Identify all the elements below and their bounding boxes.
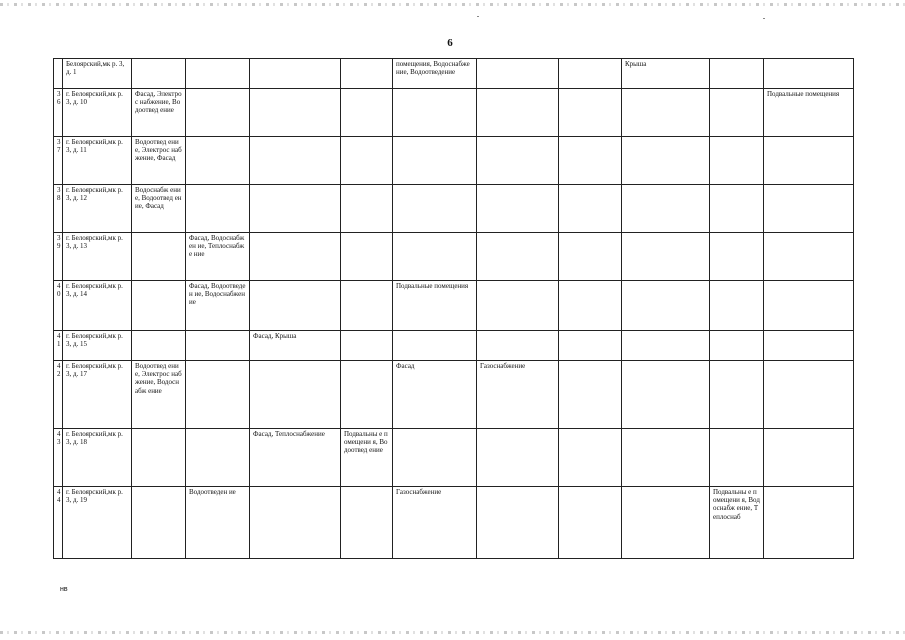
table-cell bbox=[250, 185, 341, 233]
row-number-cell: 41 bbox=[54, 331, 63, 361]
table-cell: Газоснабжение bbox=[393, 487, 477, 559]
scan-speck bbox=[763, 18, 765, 19]
table-cell: Подвальны е помещени я, Водоснабж ение, Теплоснаб bbox=[710, 487, 764, 559]
table-cell bbox=[622, 429, 710, 487]
table-cell bbox=[477, 281, 559, 331]
address-cell: г. Белоярский,мк р. 3, д. 10 bbox=[63, 89, 132, 137]
table-cell bbox=[559, 59, 622, 89]
table-cell bbox=[622, 281, 710, 331]
table-row bbox=[54, 361, 854, 429]
table-cell bbox=[710, 89, 764, 137]
table-cell bbox=[132, 487, 186, 559]
table-cell bbox=[764, 331, 854, 361]
table-cell bbox=[622, 331, 710, 361]
table-cell bbox=[341, 89, 393, 137]
address-cell: г. Белоярский,мк р. 3, д. 13 bbox=[63, 233, 132, 281]
page-number: 6 bbox=[447, 37, 453, 49]
table-cell bbox=[250, 281, 341, 331]
table-cell: помещения, Водоснабжение, Водоотведение bbox=[393, 59, 477, 89]
table-cell bbox=[710, 185, 764, 233]
table-cell bbox=[710, 59, 764, 89]
table-cell bbox=[559, 429, 622, 487]
table-row bbox=[54, 185, 854, 233]
table-cell bbox=[477, 429, 559, 487]
table-cell bbox=[710, 137, 764, 185]
table-cell bbox=[622, 137, 710, 185]
table-cell bbox=[477, 233, 559, 281]
table-cell bbox=[250, 89, 341, 137]
table-cell bbox=[764, 361, 854, 429]
table-cell: Подвальны е помещени я, Водоотвед ение bbox=[341, 429, 393, 487]
table-cell bbox=[764, 233, 854, 281]
table-cell bbox=[477, 487, 559, 559]
address-cell: г. Белоярский,мк р. 3, д. 12 bbox=[63, 185, 132, 233]
table-cell: Водоотвед ение, Электрос набжение, Фасад bbox=[132, 137, 186, 185]
table-cell bbox=[477, 137, 559, 185]
table-cell: Фасад, Теплоснабжение bbox=[250, 429, 341, 487]
table-cell bbox=[622, 361, 710, 429]
table-row bbox=[54, 233, 854, 281]
table-cell bbox=[622, 233, 710, 281]
table-cell bbox=[764, 429, 854, 487]
table-cell: Фасад bbox=[393, 361, 477, 429]
table-cell bbox=[764, 137, 854, 185]
table-cell bbox=[559, 185, 622, 233]
table-row bbox=[54, 487, 854, 559]
table-cell bbox=[132, 429, 186, 487]
row-number-cell: 38 bbox=[54, 185, 63, 233]
table-cell bbox=[132, 233, 186, 281]
scan-edge-bottom bbox=[0, 631, 905, 634]
table-cell bbox=[186, 185, 250, 233]
table-cell bbox=[341, 487, 393, 559]
table-cell bbox=[710, 429, 764, 487]
row-number-cell: 37 bbox=[54, 137, 63, 185]
table-cell bbox=[341, 59, 393, 89]
table-cell bbox=[393, 89, 477, 137]
table-cell bbox=[393, 185, 477, 233]
table-cell bbox=[341, 137, 393, 185]
table-cell bbox=[559, 361, 622, 429]
table-cell bbox=[710, 233, 764, 281]
table-cell bbox=[559, 331, 622, 361]
row-number-cell: 44 bbox=[54, 487, 63, 559]
table-row bbox=[54, 331, 854, 361]
scan-speck bbox=[477, 16, 479, 17]
address-cell: г. Белоярский,мк р. 3, д. 15 bbox=[63, 331, 132, 361]
table-cell bbox=[186, 361, 250, 429]
row-number-cell: 36 bbox=[54, 89, 63, 137]
table-row bbox=[54, 137, 854, 185]
row-number-cell: 42 bbox=[54, 361, 63, 429]
table-cell bbox=[250, 233, 341, 281]
table-cell bbox=[477, 185, 559, 233]
table-cell bbox=[341, 361, 393, 429]
table-cell bbox=[710, 361, 764, 429]
table-cell bbox=[764, 487, 854, 559]
row-number-cell: 43 bbox=[54, 429, 63, 487]
table-cell bbox=[186, 137, 250, 185]
table-cell bbox=[341, 331, 393, 361]
table-cell bbox=[250, 487, 341, 559]
table-cell bbox=[393, 429, 477, 487]
table-cell bbox=[764, 281, 854, 331]
table-row bbox=[54, 281, 854, 331]
table-cell bbox=[186, 89, 250, 137]
scan-edge-top bbox=[0, 3, 905, 6]
table-cell: Подвальные помещения bbox=[764, 89, 854, 137]
table-cell bbox=[341, 281, 393, 331]
table-cell bbox=[393, 233, 477, 281]
table-cell bbox=[477, 59, 559, 89]
table-cell bbox=[250, 137, 341, 185]
table-cell bbox=[477, 89, 559, 137]
table-cell bbox=[393, 331, 477, 361]
row-number-cell: 39 bbox=[54, 233, 63, 281]
table-cell bbox=[250, 361, 341, 429]
address-cell: г. Белоярский,мк р. 3, д. 14 bbox=[63, 281, 132, 331]
table-cell: Фасад, Водоснабжен ие, Теплоснабже ние bbox=[186, 233, 250, 281]
table-cell bbox=[250, 59, 341, 89]
table-cell bbox=[764, 59, 854, 89]
table-cell bbox=[132, 59, 186, 89]
table-cell bbox=[341, 233, 393, 281]
table-cell bbox=[764, 185, 854, 233]
table-cell bbox=[186, 59, 250, 89]
table-cell bbox=[132, 281, 186, 331]
table-cell: Газоснабжение bbox=[477, 361, 559, 429]
address-cell: г. Белоярский,мк р. 3, д. 11 bbox=[63, 137, 132, 185]
footer-note: нв bbox=[60, 586, 68, 593]
table-cell bbox=[341, 185, 393, 233]
table-cell: Водоотвед ение, Электрос набжение, Водоснабж ение bbox=[132, 361, 186, 429]
address-cell: г. Белоярский,мк р. 3, д. 18 bbox=[63, 429, 132, 487]
table-cell: Фасад, Водоотведен ие, Водоснабжен ие bbox=[186, 281, 250, 331]
address-cell: Белоярский,мк р. 3, д. 1 bbox=[63, 59, 132, 89]
table-cell bbox=[393, 137, 477, 185]
table-row bbox=[54, 89, 854, 137]
table-cell: Крыша bbox=[622, 59, 710, 89]
table-cell bbox=[559, 89, 622, 137]
table-row bbox=[54, 429, 854, 487]
table-cell bbox=[622, 185, 710, 233]
table-cell bbox=[559, 233, 622, 281]
address-cell: г. Белоярский,мк р. 3, д. 17 bbox=[63, 361, 132, 429]
table-cell bbox=[622, 89, 710, 137]
table-cell: Водоотведен ие bbox=[186, 487, 250, 559]
address-cell: г. Белоярский,мк р. 3, д. 19 bbox=[63, 487, 132, 559]
table-cell bbox=[559, 487, 622, 559]
table-cell bbox=[559, 137, 622, 185]
table-cell bbox=[710, 281, 764, 331]
table-cell bbox=[186, 331, 250, 361]
table-cell bbox=[477, 331, 559, 361]
row-number-cell bbox=[54, 59, 63, 89]
table-cell bbox=[710, 331, 764, 361]
table-row bbox=[54, 59, 854, 89]
table-cell bbox=[622, 487, 710, 559]
table-cell bbox=[132, 331, 186, 361]
table-cell: Фасад, Крыша bbox=[250, 331, 341, 361]
table-cell: Подвальные помещения bbox=[393, 281, 477, 331]
row-number-cell: 40 bbox=[54, 281, 63, 331]
table-cell: Фасад, Электрос набжение, Водоотвед ение bbox=[132, 89, 186, 137]
table-cell bbox=[186, 429, 250, 487]
table-cell bbox=[559, 281, 622, 331]
inspection-table bbox=[53, 58, 854, 559]
table-cell: Водоснабж ение, Водоотвед ение, Фасад bbox=[132, 185, 186, 233]
